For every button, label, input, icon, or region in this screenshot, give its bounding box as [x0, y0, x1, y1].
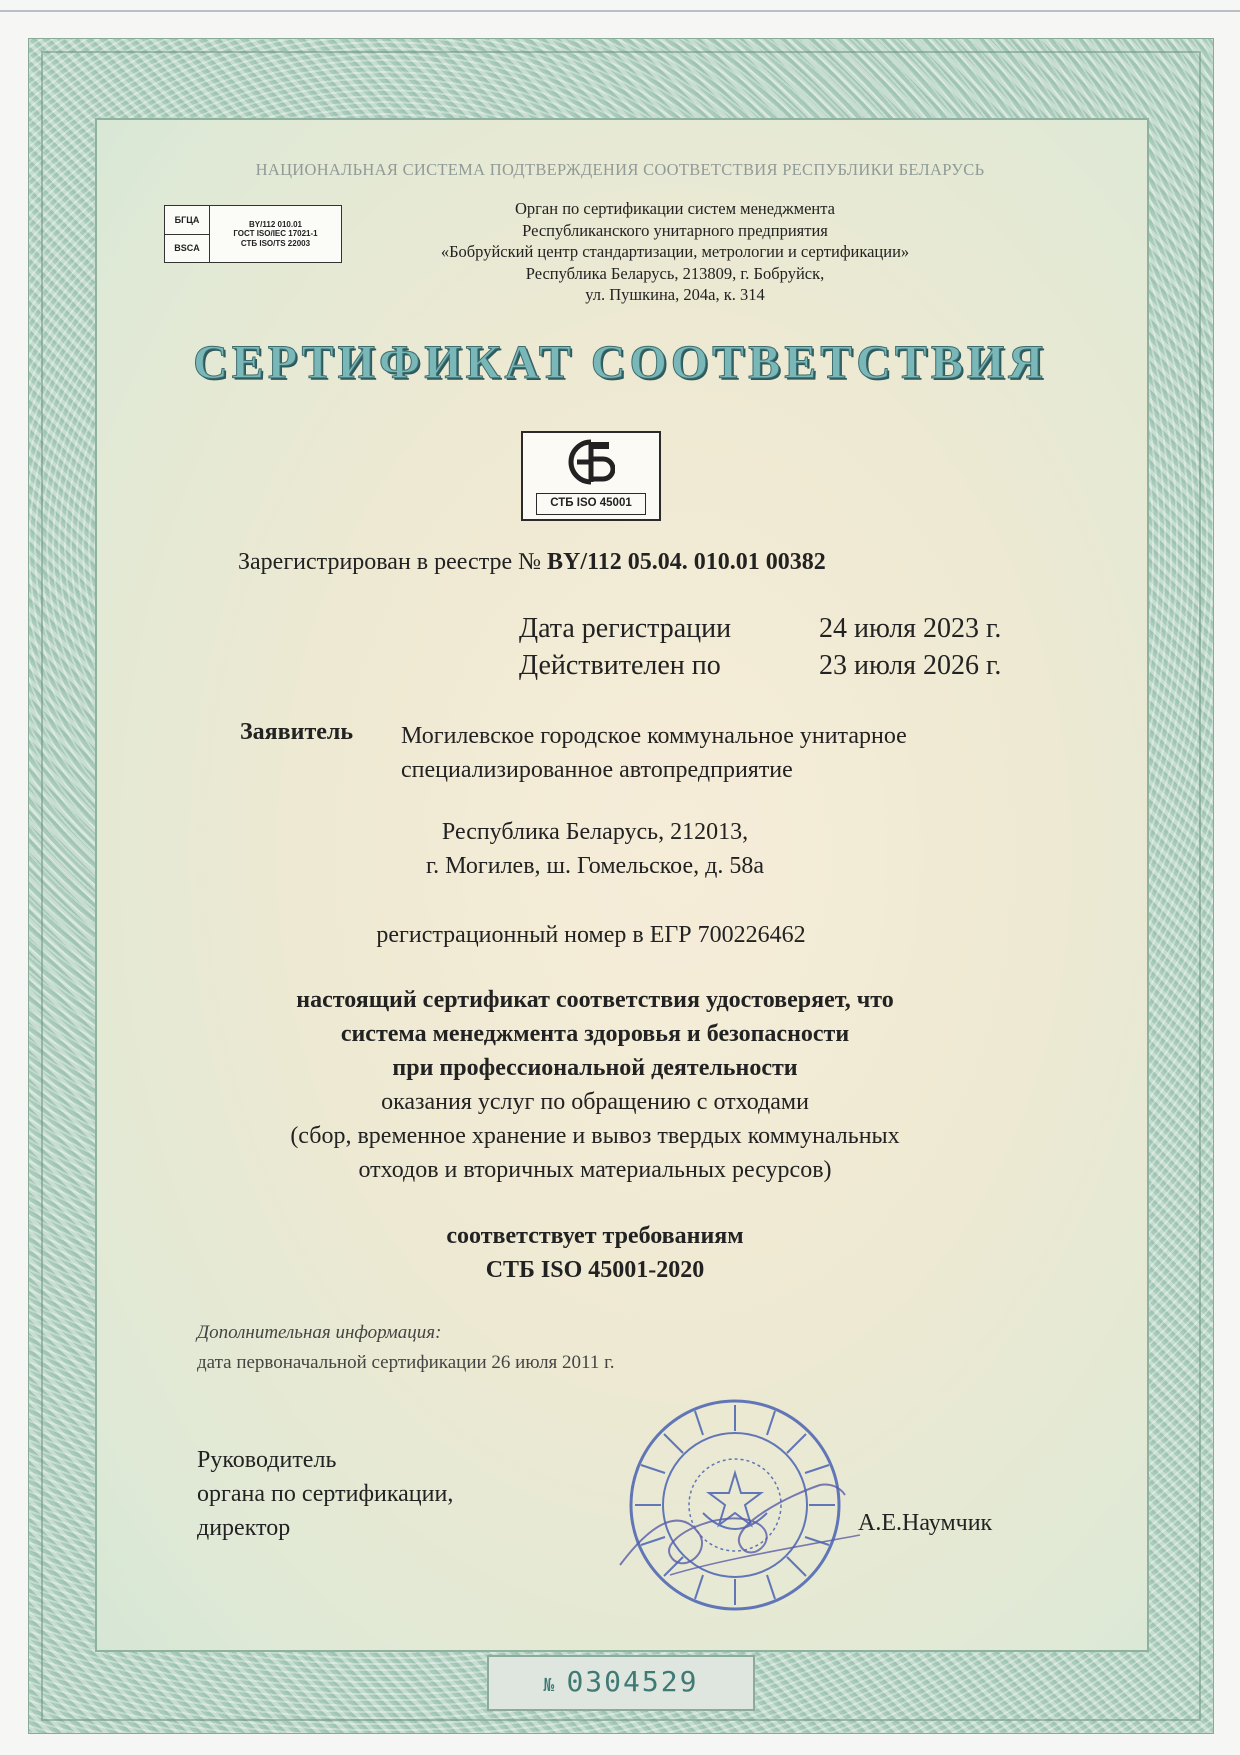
certification-body-line: «Бобруйский центр стандартизации, метрологии и сертификации»	[440, 242, 910, 261]
role-line: директор	[197, 1515, 291, 1541]
signatory-role	[197, 1443, 453, 1545]
conformity-mark-caption: СТБ ISO 45001	[536, 493, 646, 515]
form-number: 0304529	[566, 1665, 699, 1698]
role-line: Руководитель	[197, 1447, 337, 1473]
form-number-plate	[487, 1655, 755, 1711]
badge-label-bottom: BSCA	[174, 243, 200, 254]
certification-body-line: Орган по сертификации систем менеджмента	[515, 199, 835, 218]
additional-info-text: дата первоначальной сертификации 26 июля 2011 г.	[197, 1352, 615, 1373]
badge-label-top: БГЦА	[165, 206, 209, 235]
registry-line	[238, 549, 826, 576]
egr-number: регистрационный номер в ЕГР 700226462	[376, 922, 806, 948]
compliance	[0, 1219, 1215, 1287]
statement-line: оказания услуг по обращению с отходами	[381, 1089, 809, 1115]
registration-date-value: 24 июля 2023 г.	[819, 613, 1002, 644]
accreditation-badge	[164, 205, 342, 263]
address-line: г. Могилев, ш. Гомельское, д. 58а	[426, 853, 764, 879]
address-line: Республика Беларусь, 212013,	[441, 819, 749, 845]
valid-until-label: Действителен по	[519, 650, 721, 681]
applicant-label: Заявитель	[240, 719, 354, 745]
certification-body	[380, 198, 970, 306]
registry-prefix: Зарегистрирован в реестре №	[238, 549, 542, 575]
stb-conformity-mark-icon	[567, 439, 615, 485]
statement-bold-line: настоящий сертификат соответствия удостоверяет, что	[296, 987, 894, 1013]
certification-body-line: Республика Беларусь, 213809, г. Бобруйск,	[525, 263, 825, 283]
applicant-name-line: специализированное автопредприятие	[401, 757, 793, 783]
national-system-header: НАЦИОНАЛЬНАЯ СИСТЕМА ПОДТВЕРЖДЕНИЯ СООТВЕТСТВИЯ РЕСПУБЛИКИ БЕЛАРУСЬ	[255, 160, 985, 179]
standard-text: СТБ ISO 45001-2020	[485, 1257, 705, 1283]
certification-body-line: ул. Пушкина, 204а, к. 314	[585, 285, 765, 304]
statement-line: (сбор, временное хранение и вывоз твердых коммунальных	[290, 1123, 900, 1149]
statement-bold-line: система менеджмента здоровья и безопасности	[340, 1021, 850, 1047]
badge-line-2: ГОСТ ISO/IEC 17021-1	[233, 229, 318, 239]
certification-statement	[0, 983, 1215, 1187]
signer-name: А.Е.Наумчик	[858, 1510, 993, 1536]
certification-body-line: Республиканского унитарного предприятия	[522, 220, 828, 240]
statement-line: отходов и вторичных материальных ресурсов)	[358, 1157, 832, 1183]
applicant-name	[401, 719, 907, 787]
registry-number: BY/112 05.04. 010.01 00382	[547, 549, 826, 575]
scan-edge	[0, 10, 1240, 12]
certificate-title: СЕРТИФИКАТ СООТВЕТСТВИЯ	[193, 336, 1047, 389]
applicant-name-line: Могилевское городское коммунальное унитарное	[401, 723, 907, 749]
form-number-label: №	[543, 1675, 555, 1696]
valid-until-value: 23 июля 2026 г.	[819, 650, 1002, 681]
applicant-address	[0, 815, 1215, 883]
badge-line-3: СТБ ISO/TS 22003	[240, 238, 311, 248]
conformity-mark	[521, 431, 661, 521]
additional-info-label: Дополнительная информация:	[197, 1322, 442, 1343]
complies-text: соответствует требованиям	[446, 1223, 744, 1249]
role-line: органа по сертификации,	[197, 1481, 454, 1507]
badge-line-1: BY/112 010.01	[249, 219, 302, 229]
additional-info	[197, 1318, 614, 1378]
handwritten-signature	[610, 1465, 870, 1605]
statement-bold-line: при профессиональной деятельности	[392, 1055, 798, 1081]
registration-date-label: Дата регистрации	[519, 613, 732, 644]
